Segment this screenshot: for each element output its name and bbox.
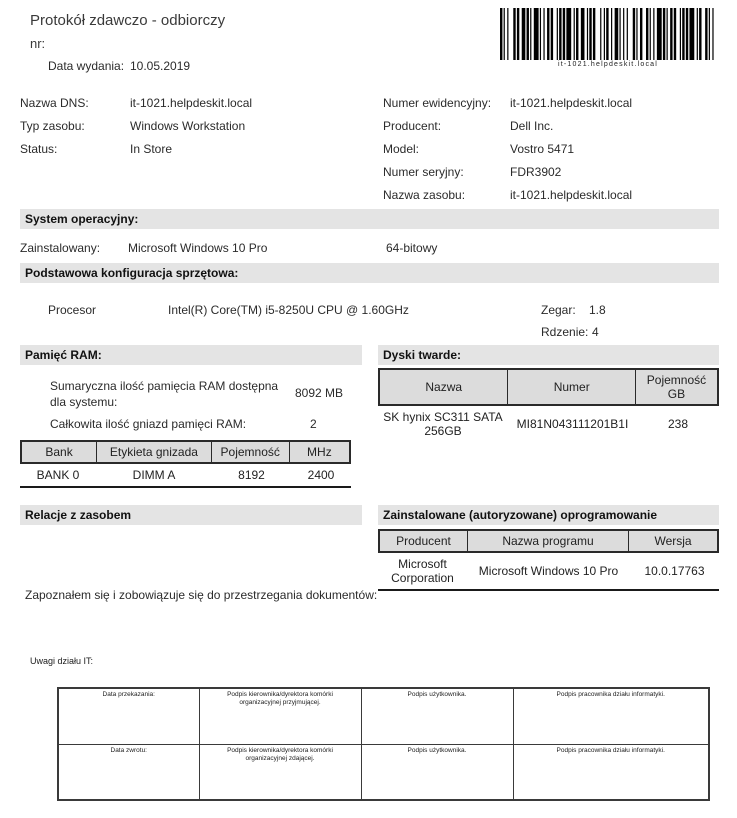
section-header-os: System operacyjny:: [20, 209, 719, 229]
field-value: Windows Workstation: [130, 119, 246, 133]
signature-row: [58, 744, 709, 800]
column-header: MHz: [307, 445, 332, 459]
section-header-disks: Dyski twarde:: [378, 345, 719, 365]
barcode-bars: [500, 8, 716, 60]
field-value: Dell Inc.: [510, 119, 554, 133]
acknowledgement-text: Zapoznałem się i zobowiązuje się do przestrzegania dokumentów:: [25, 588, 378, 602]
field-value: Vostro 5471: [510, 142, 575, 156]
table-row: [378, 553, 719, 591]
cpu-clock-label: Zegar:: [541, 303, 576, 317]
signature-cell: Podpis pracownika działu informatyki.: [513, 744, 709, 800]
table-cell: Microsoft Windows 10 Pro: [478, 564, 619, 578]
issue-date-value: 10.05.2019: [130, 59, 191, 73]
field-row: [20, 142, 370, 165]
column-header: Pojemność GB: [646, 373, 707, 401]
field-label: Model:: [383, 142, 420, 156]
cpu-label: Procesor: [48, 303, 97, 317]
signature-cell: Podpis użytkownika.: [361, 744, 513, 800]
table-cell: 8192: [238, 468, 265, 482]
column-header: Bank: [22, 442, 97, 462]
signature-cell: Podpis pracownika działu informatyki.: [513, 688, 709, 744]
column-header: Etykieta gnizada: [97, 442, 212, 462]
field-value: In Store: [130, 142, 173, 156]
section-header-hw: Podstawowa konfiguracja sprzętowa:: [20, 263, 719, 283]
os-arch-value: 64-bitowy: [386, 241, 438, 255]
section-header-ram: Pamięć RAM:: [20, 345, 362, 365]
page-title: Protokół zdawczo - odbiorczy: [30, 12, 226, 29]
ram-total-label: Sumaryczna ilość pamięcia RAM dostępna dla systemu:: [50, 379, 279, 409]
disks-table-header: [378, 368, 719, 406]
field-label: Status:: [20, 142, 58, 156]
column-header: Numer: [508, 370, 635, 404]
cpu-clock-value: 1.8: [589, 303, 606, 317]
section-header-relations: Relacje z zasobem: [20, 505, 362, 525]
column-header: Wersja: [654, 534, 692, 548]
field-label: Numer ewidencyjny:: [383, 96, 492, 110]
column-header: Producent: [380, 531, 468, 551]
signature-cell: Data zwrotu:: [58, 744, 199, 800]
ram-total-value: 8092 MB: [295, 386, 344, 400]
os-installed-label: Zainstalowany:: [20, 241, 101, 255]
field-label: Producent:: [383, 119, 442, 133]
column-header: Nazwa: [380, 370, 508, 404]
signature-cell: Podpis użytkownika.: [361, 688, 513, 744]
table-cell: DIMM A: [132, 468, 176, 482]
field-value: FDR3902: [510, 165, 562, 179]
field-value: it-1021.helpdeskit.local: [130, 96, 253, 110]
signature-cell: Data przekazania:: [58, 688, 199, 744]
signature-table: [57, 687, 710, 801]
table-cell: 238: [667, 417, 689, 431]
field-row: [383, 96, 723, 119]
table-cell: 2400: [307, 468, 335, 482]
field-label: Nazwa DNS:: [20, 96, 89, 110]
field-row: [383, 188, 723, 211]
barcode: [500, 8, 716, 68]
barcode-label: it-1021.helpdeskit.local: [557, 61, 658, 68]
table-cell: 10.0.17763: [644, 564, 705, 578]
disks-table: [378, 368, 719, 442]
ram-table: [20, 440, 351, 488]
field-row: [383, 165, 723, 188]
cpu-cores-label: Rdzenie:: [541, 325, 589, 339]
protocol-number-label: nr:: [30, 36, 46, 51]
table-row: [20, 464, 351, 488]
table-cell: MI81N043111201B1I: [516, 417, 629, 431]
field-row: [383, 119, 723, 142]
signature-row: [58, 688, 709, 744]
field-row: [383, 142, 723, 165]
table-cell: BANK 0: [36, 468, 80, 482]
asset-fields-left: [20, 96, 370, 165]
field-value: it-1021.helpdeskit.local: [510, 188, 633, 202]
ram-slots-value: 2: [310, 417, 317, 431]
field-value: it-1021.helpdeskit.local: [510, 96, 633, 110]
table-row: [378, 406, 719, 442]
field-label: Numer seryjny:: [383, 165, 464, 179]
cpu-cores-value: 4: [592, 325, 599, 339]
ram-table-header: [20, 440, 351, 464]
ram-slots-label: Całkowita ilość gniazd pamięci RAM:: [50, 417, 247, 431]
software-table: [378, 529, 719, 591]
it-notes-label: Uwagi działu IT:: [30, 656, 94, 666]
software-table-header: [378, 529, 719, 553]
field-label: Typ zasobu:: [20, 119, 85, 133]
os-installed-value: Microsoft Windows 10 Pro: [128, 241, 268, 255]
field-label: Nazwa zasobu:: [383, 188, 466, 202]
table-cell: SK hynix SC311 SATA 256GB: [383, 410, 503, 438]
section-header-software: Zainstalowane (autoryzowane) oprogramowanie: [378, 505, 719, 525]
asset-fields-right: [383, 96, 723, 211]
cpu-value: Intel(R) Core(TM) i5-8250U CPU @ 1.60GHz: [168, 303, 409, 317]
signature-cell: Podpis kierownika/dyrektora komórki organizacyjnej zdającej.: [199, 744, 361, 800]
field-row: [20, 119, 370, 142]
table-cell: Microsoft Corporation: [391, 557, 454, 585]
column-header: Pojemność: [212, 442, 290, 462]
field-row: [20, 96, 370, 119]
signature-cell: Podpis kierownika/dyrektora komórki organizacyjnej przyjmującej.: [199, 688, 361, 744]
column-header: Nazwa programu: [468, 531, 629, 551]
issue-date-label: Data wydania:: [48, 59, 125, 73]
